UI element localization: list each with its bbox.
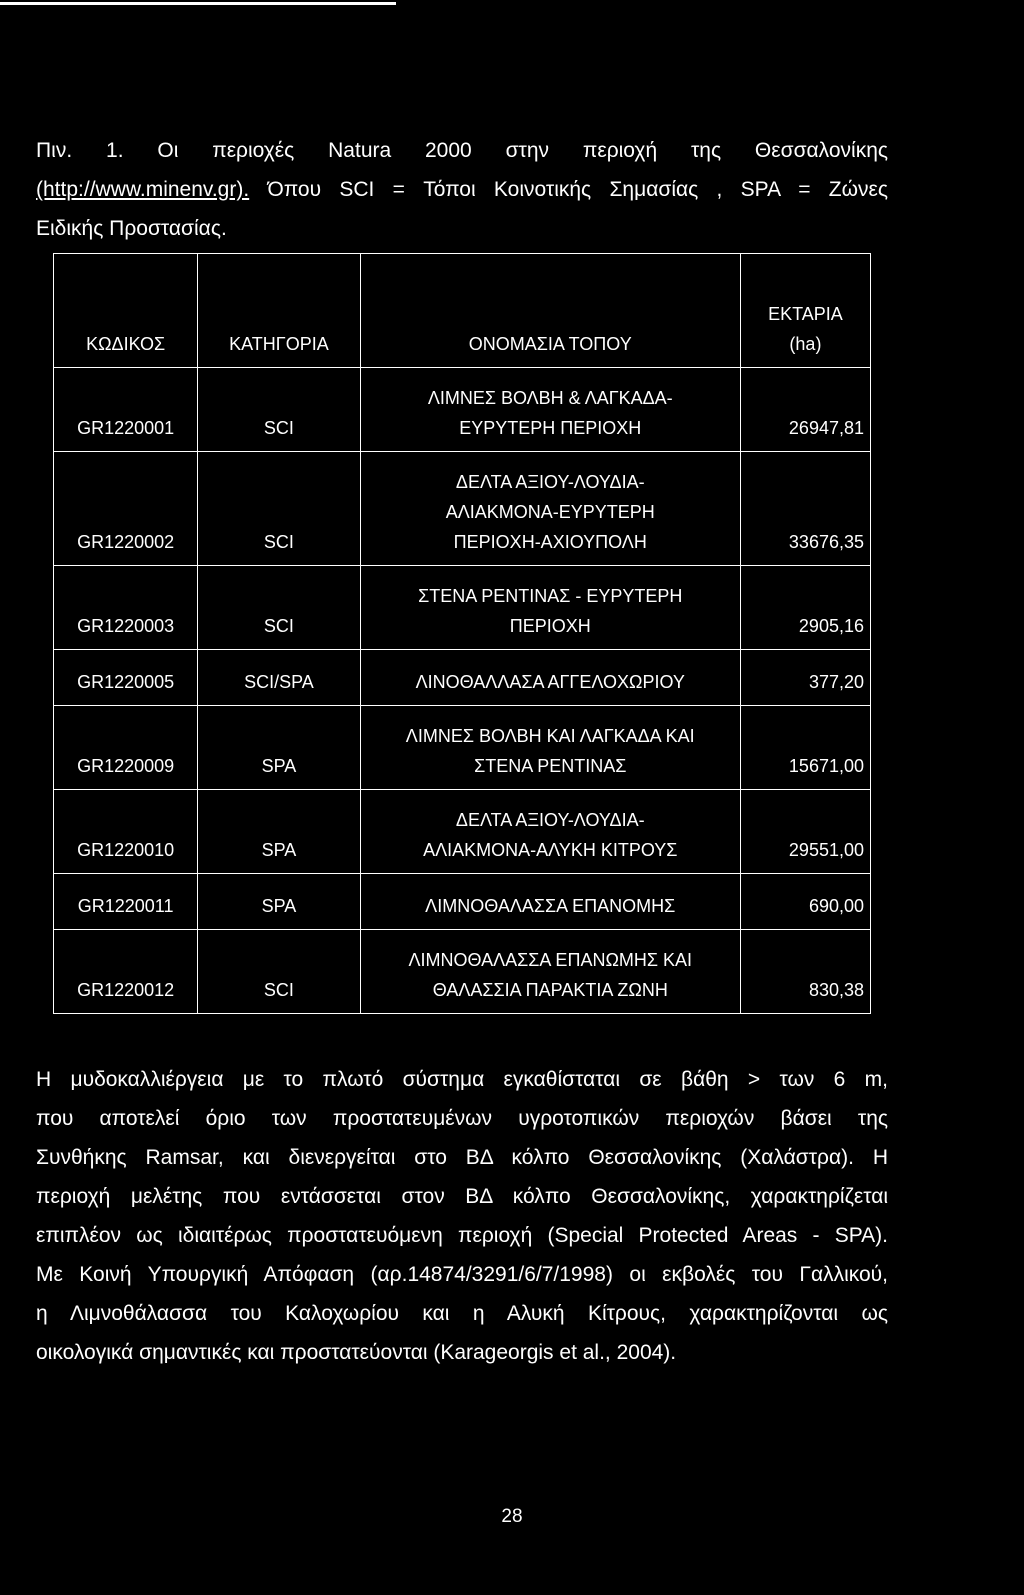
site-name-line: ΑΛΙΑΚΜΟΝΑ-ΑΛΥΚΗ ΚΙΤΡΟΥΣ: [423, 840, 678, 860]
header-category: ΚΑΤΗΓΟΡΙΑ: [198, 254, 360, 368]
table-header-row: [54, 254, 871, 368]
table-row: [54, 566, 871, 650]
header-hectares-line2: (ha): [789, 334, 822, 354]
top-rule: [0, 2, 396, 5]
cell-code: GR1220012: [54, 930, 198, 1014]
site-name-line: ΔΕΛΤΑ ΑΞΙΟΥ-ΛΟΥΔΙΑ-: [455, 810, 645, 830]
site-name-line: ΛΙΝΟΘΑΛΛΑΣΑ ΑΓΓΕΛΟΧΩΡΙΟΥ: [415, 672, 685, 692]
caption-line-1: Πιν. 1. Οι περιοχές Natura 2000 στην περιοχή της Θεσσαλονίκης: [36, 139, 888, 162]
cell-hectares: 830,38: [740, 930, 870, 1014]
table-caption: [36, 131, 888, 248]
site-name-line: ΕΥΡΥΤΕΡΗ ΠΕΡΙΟΧΗ: [459, 418, 642, 438]
cell-site-name: [360, 650, 740, 706]
body-paragraph: [36, 1060, 888, 1372]
cell-hectares: 26947,81: [740, 368, 870, 452]
body-line: επιπλέον ως ιδιαιτέρως προστατευόμενη περιοχή (Special Protected Areas - SPA).: [36, 1224, 888, 1247]
table-row: [54, 706, 871, 790]
cell-site-name: [360, 452, 740, 566]
cell-category: SCI: [198, 452, 360, 566]
cell-site-name: [360, 368, 740, 452]
cell-hectares: 690,00: [740, 874, 870, 930]
table-row: [54, 452, 871, 566]
cell-code: GR1220001: [54, 368, 198, 452]
site-name-line: ΑΛΙΑΚΜΟΝΑ-ΕΥΡΥΤΕΡΗ: [445, 502, 655, 522]
cell-code: GR1220002: [54, 452, 198, 566]
cell-category: SCI: [198, 368, 360, 452]
site-name-line: ΣΤΕΝΑ ΡΕΝΤΙΝΑΣ - ΕΥΡΥΤΕΡΗ: [418, 586, 683, 606]
cell-category: SCI: [198, 566, 360, 650]
caption-line-2: [36, 170, 888, 209]
cell-site-name: [360, 566, 740, 650]
cell-hectares: 29551,00: [740, 790, 870, 874]
header-site-name: ΟΝΟΜΑΣΙΑ ΤΟΠΟΥ: [360, 254, 740, 368]
table-row: [54, 874, 871, 930]
site-name-line: ΛΙΜΝΟΘΑΛΑΣΣΑ ΕΠΑΝΩΜΗΣ ΚΑΙ: [408, 950, 693, 970]
body-line: Συνθήκης Ramsar, και διενεργείται στο ΒΔ κόλπο Θεσσαλονίκης (Χαλάστρα). Η: [36, 1146, 888, 1169]
caption-line-2-text: Όπου SCI = Τόποι Κοινοτικής Σημασίας , SPA = Ζώνες: [267, 178, 888, 201]
site-name-line: ΛΙΜΝΕΣ ΒΟΛΒΗ ΚΑΙ ΛΑΓΚΑΔΑ ΚΑΙ: [405, 726, 695, 746]
table-row: [54, 930, 871, 1014]
cell-code: GR1220010: [54, 790, 198, 874]
cell-hectares: 15671,00: [740, 706, 870, 790]
cell-site-name: [360, 930, 740, 1014]
site-name-line: ΠΕΡΙΟΧΗ-ΑΧΙΟΥΠΟΛΗ: [453, 532, 647, 552]
natura-sites-table: [53, 253, 871, 1014]
table-row: [54, 790, 871, 874]
site-name-line: ΠΕΡΙΟΧΗ: [509, 616, 591, 636]
header-code: ΚΩΔΙΚΟΣ: [54, 254, 198, 368]
site-name-line: ΣΤΕΝΑ ΡΕΝΤΙΝΑΣ: [474, 756, 627, 776]
source-link[interactable]: (http://www.minenv.gr).: [36, 178, 250, 201]
page-number: 28: [501, 1506, 523, 1527]
cell-site-name: [360, 790, 740, 874]
site-name-line: ΘΑΛΑΣΣΙΑ ΠΑΡΑΚΤΙΑ ΖΩΝΗ: [432, 980, 668, 1000]
body-line: που αποτελεί όριο των προστατευμένων υγροτοπικών περιοχών βάσει της: [36, 1107, 888, 1130]
header-hectares-line1: ΕΚΤΑΡΙΑ: [768, 304, 843, 324]
cell-site-name: [360, 874, 740, 930]
cell-category: SCI: [198, 930, 360, 1014]
cell-code: GR1220009: [54, 706, 198, 790]
site-name-line: ΔΕΛΤΑ ΑΞΙΟΥ-ΛΟΥΔΙΑ-: [455, 472, 645, 492]
body-line: Η μυδοκαλλιέργεια με το πλωτό σύστημα εγκαθίσταται σε βάθη > των 6 m,: [36, 1068, 888, 1091]
cell-hectares: 33676,35: [740, 452, 870, 566]
caption-line-3: Ειδικής Προστασίας.: [36, 217, 227, 240]
cell-category: SPA: [198, 790, 360, 874]
cell-hectares: 377,20: [740, 650, 870, 706]
table-row: [54, 650, 871, 706]
body-line: Με Κοινή Υπουργική Απόφαση (αρ.14874/3291/6/7/1998) οι εκβολές του Γαλλικού,: [36, 1263, 888, 1286]
cell-code: GR1220003: [54, 566, 198, 650]
cell-code: GR1220005: [54, 650, 198, 706]
cell-category: SCI/SPA: [198, 650, 360, 706]
body-line: οικολογικά σημαντικές και προστατεύονται (Karageorgis et al., 2004).: [36, 1341, 677, 1364]
header-hectares: [740, 254, 870, 368]
table-row: [54, 368, 871, 452]
site-name-line: ΛΙΜΝΟΘΑΛΑΣΣΑ ΕΠΑΝΟΜΗΣ: [425, 896, 676, 916]
cell-code: GR1220011: [54, 874, 198, 930]
body-line: η Λιμνοθάλασσα του Καλοχωρίου και η Αλυκή Κίτρους, χαρακτηρίζονται ως: [36, 1302, 888, 1325]
cell-category: SPA: [198, 706, 360, 790]
cell-hectares: 2905,16: [740, 566, 870, 650]
cell-category: SPA: [198, 874, 360, 930]
cell-site-name: [360, 706, 740, 790]
body-line: περιοχή μελέτης που εντάσσεται στον ΒΔ κόλπο Θεσσαλονίκης, χαρακτηρίζεται: [36, 1185, 888, 1208]
site-name-line: ΛΙΜΝΕΣ ΒΟΛΒΗ & ΛΑΓΚΑΔΑ-: [427, 388, 673, 408]
